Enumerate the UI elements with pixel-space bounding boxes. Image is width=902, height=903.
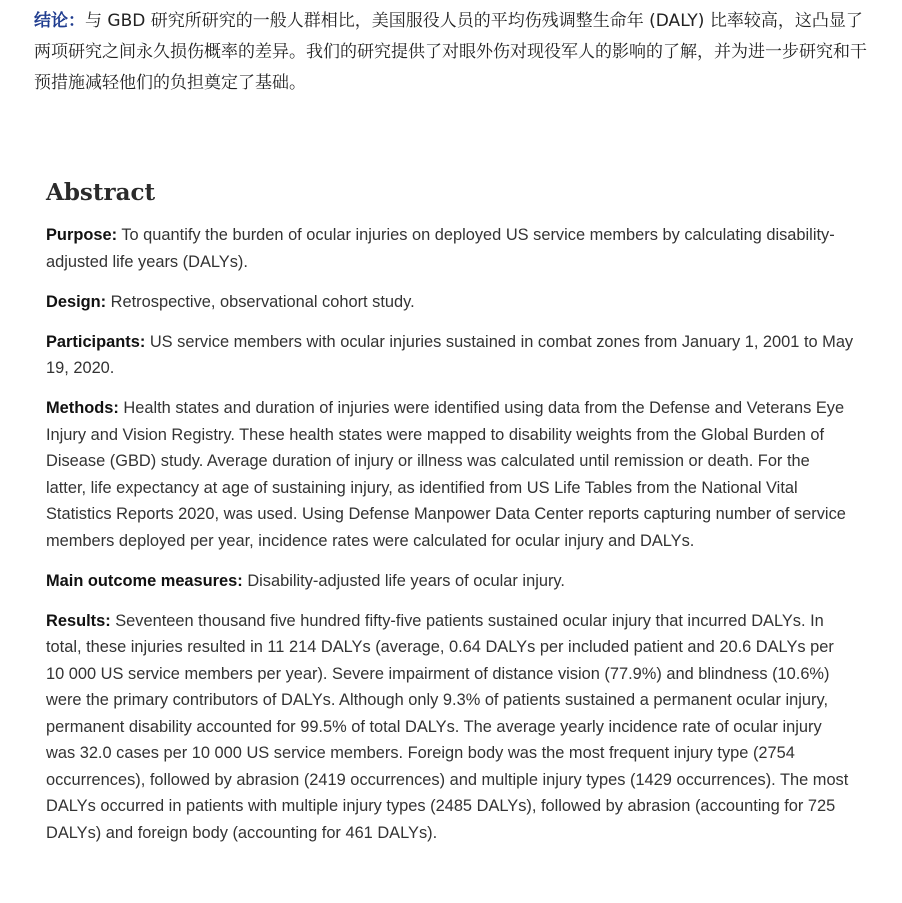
section-label: Design: bbox=[46, 292, 107, 311]
conclusion-label: 结论： bbox=[34, 11, 85, 31]
section-label: Methods: bbox=[46, 399, 119, 417]
conclusion-paragraph bbox=[34, 6, 874, 99]
abstract-participants bbox=[46, 329, 854, 382]
abstract-body bbox=[46, 222, 854, 860]
section-text: Seventeen thousand five hundred fifty-five patients sustained ocular injury that incurred DALYs. In total, these injuries resulted in 11 214 DALYs (average, 0.64 DALYs per included patient and 20.6 DALYs per 10 000 US service members per year). Severe impairment of distance vision (77.9%) and blindness (10.6%) were the primary contributors of DALYs. Although only 9.3% of patients sustained a permanent ocular injury, permanent disability accounted for 99.5% of total DALYs. The average yearly incidence rate of ocular injury was 32.0 cases per 10 000 US service members. Foreign body was the most frequent injury type (2754 occurrences), followed by abrasion (2419 occurrences) and multiple injury types (1429 occurrences). The most DALYs occurred in patients with multiple injury types (2485 DALYs), followed by abrasion (accounting for 725 DALYs) and foreign body (accounting for 461 DALYs). bbox=[46, 611, 849, 842]
section-text: Retrospective, observational cohort study. bbox=[110, 292, 415, 311]
section-text: Disability-adjusted life years of ocular injury. bbox=[247, 571, 565, 590]
abstract-results bbox=[46, 608, 854, 847]
section-label: Main outcome measures: bbox=[46, 571, 243, 590]
section-text: Health states and duration of injuries were identified using data from the Defense and Veterans Eye Injury and Vision Registry. These health states were mapped to disability weights from the Global Burden of Disease (GBD) study. Average duration of injury or illness was calculated until remission or death. For the latter, life expectancy at age of sustaining injury, as identified from US Life Tables from the National Vital Statistics Reports 2020, was used. Using Defense Manpower Data Center reports capturing number of service members deployed per year, incidence rates were calculated for ocular injury and DALYs. bbox=[46, 399, 846, 550]
section-text: US service members with ocular injuries sustained in combat zones from January 1, 2001 to May 19, 2020. bbox=[46, 332, 854, 377]
abstract-design bbox=[46, 289, 854, 316]
section-label: Purpose: bbox=[46, 226, 118, 244]
abstract-methods bbox=[46, 395, 854, 554]
section-label: Results: bbox=[46, 611, 111, 630]
section-label: Participants: bbox=[46, 332, 146, 351]
conclusion-text: 与 GBD 研究所研究的一般人群相比，美国服役人员的平均伤残调整生命年 (DALY) 比率较高，这凸显了两项研究之间永久损伤概率的差异。我们的研究提供了对眼外伤对现役军人的影响的了解，并为进一步研究和干预措施减轻他们的负担奠定了基础。 bbox=[34, 11, 867, 93]
abstract-main-outcome-measures bbox=[46, 568, 854, 595]
abstract-heading: Abstract bbox=[46, 179, 156, 206]
abstract-purpose bbox=[46, 222, 854, 275]
section-text: To quantify the burden of ocular injuries on deployed US service members by calculating disability-adjusted life years (DALYs). bbox=[46, 226, 835, 271]
